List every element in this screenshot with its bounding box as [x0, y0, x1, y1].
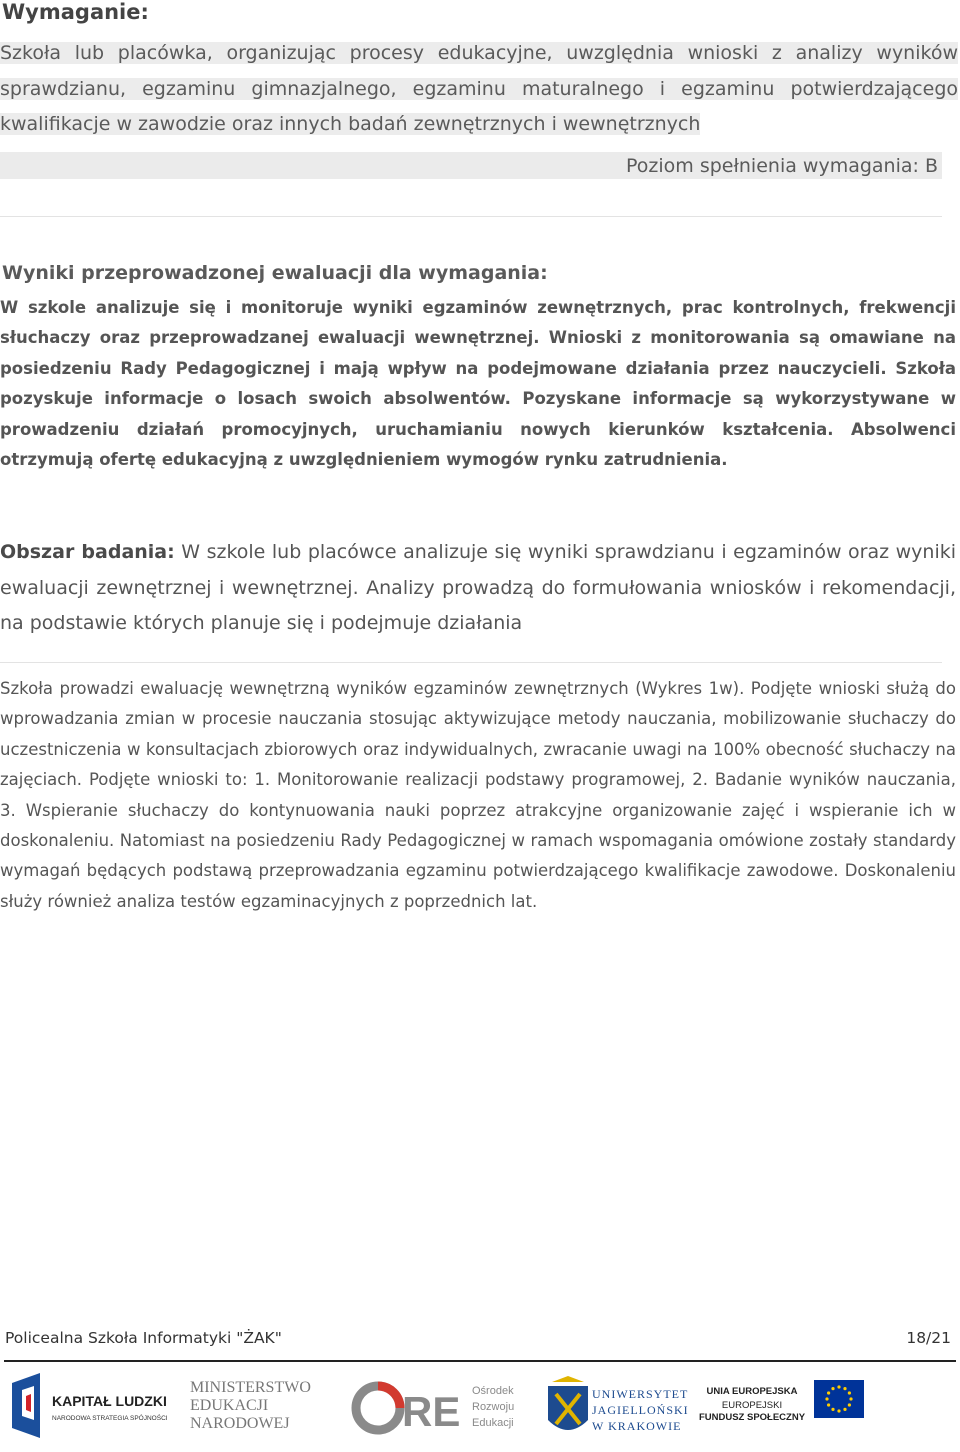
- eu-line3: FUNDUSZ SPOŁECZNY: [698, 1412, 806, 1423]
- ore-line3: Edukacji: [472, 1417, 514, 1429]
- kl-subtitle: NARODOWA STRATEGIA SPÓJNOŚCI: [52, 1415, 168, 1422]
- ore-line1: Ośrodek: [472, 1385, 514, 1397]
- eu-star-icon: [825, 1397, 828, 1400]
- footer-school: Policealna Szkoła Informatyki "ŻAK": [5, 1329, 282, 1347]
- uj-logo: [548, 1376, 689, 1433]
- divider: [0, 662, 942, 663]
- men-logo: [190, 1379, 311, 1432]
- uj-crown-icon: [552, 1376, 584, 1382]
- eu-star-icon: [848, 1391, 851, 1394]
- men-line2: EDUKACJI: [190, 1397, 269, 1414]
- ore-line2: Rozwoju: [472, 1401, 515, 1413]
- uj-line2: JAGIELLOŃSKI: [592, 1403, 689, 1417]
- uj-line1: UNIWERSYTET: [592, 1387, 689, 1401]
- ore-ring-accent: [378, 1386, 400, 1408]
- uj-line3: W KRAKOWIE: [592, 1419, 682, 1433]
- eu-star-icon: [843, 1387, 846, 1390]
- body-paragraph: Szkoła prowadzi ewaluację wewnętrzną wyników egzaminów zewnętrznych (Wykres 1w). Podjęte wnioski służą do wprowadzania zmian w procesie nauczania stosując aktywizujące metody nauczania, mobilizowanie słuchaczy do uczestniczenia w konsultacjach zbiorowych oraz indywidualnych, zwracanie uwagi na 100% obecność słuchaczy na zajęciach. Podjęte wnioski to: 1. Monitorowanie realizacji podstawy programowej, 2. Badanie wyników nauczania, 3. Wspieranie słuchaczy do kontynuowania nauki poprzez atrakcyjne organizowanie zajęć i wspieranie ich w doskonaleniu. Natomiast na posiedzeniu Rady Pedagogicznej w ramach wspomagania omówione zostały standardy wymagań będących podstawą przeprowadzania egzaminu potwierdzającego kwalifikacje zawodowe. Doskonaleniu służy również analiza testów egzaminacyjnych z poprzednich lat.: [0, 679, 956, 911]
- area-label: Obszar badania:: [0, 541, 175, 563]
- divider: [0, 216, 942, 217]
- kapital-ludzki-logo: [12, 1373, 168, 1438]
- footer-divider: [4, 1360, 956, 1362]
- logo-strip-svg: [0, 1368, 960, 1448]
- eu-star-icon: [837, 1385, 840, 1388]
- page-number: 18/21: [906, 1329, 951, 1347]
- area-text: W szkole lub placówce analizuje się wyniki sprawdzianu i egzaminów oraz wyniki ewaluacji zewnętrznej i wewnętrznej. Analizy prowadzą do formułowania wniosków i rekomendacji, na podstawie których planuje się i podejmuje działania: [0, 541, 957, 634]
- men-line1: MINISTERSTWO: [190, 1379, 311, 1396]
- eu-star-icon: [827, 1403, 830, 1406]
- section-heading: Wymaganie:: [2, 0, 149, 24]
- kl-title: KAPITAŁ LUDZKI: [52, 1393, 167, 1409]
- ore-mark: RE: [402, 1388, 461, 1435]
- eu-star-icon: [837, 1409, 840, 1412]
- logo-strip: [0, 1368, 960, 1448]
- requirement-text: [0, 36, 958, 143]
- eu-logo: [699, 1380, 864, 1423]
- eu-line1: UNIA EUROPEJSKA: [706, 1386, 798, 1397]
- eu-star-icon: [831, 1387, 834, 1390]
- area-paragraph: [0, 535, 956, 642]
- results-text: W szkole analizuje się i monitoruje wyniki egzaminów zewnętrznych, prac kontrolnych, frekwencji słuchaczy oraz przeprowadzanej ewaluacji wewnętrznej. Wnioski z monitorowania są omawiane na posiedzeniu Rady Pedagogicznej i mają wpływ na podejmowane działania przez nauczycieli. Szkoła pozyskuje informacje o losach swoich absolwentów. Pozyskane informacje są wykorzystywane w prowadzeniu działań promocyjnych, uruchamianiu nowych kierunków kształcenia. Absolwenci otrzymują ofertę edukacyjną z uwzględnieniem wymogów rynku zatrudnienia.: [0, 298, 956, 470]
- results-title: Wyniki przeprowadzonej ewaluacji dla wymagania:: [2, 262, 548, 284]
- eu-line2: EUROPEJSKI: [721, 1400, 783, 1411]
- ore-logo: [356, 1385, 514, 1435]
- eu-star-icon: [849, 1397, 852, 1400]
- kl-flag-red: [26, 1394, 31, 1412]
- eu-star-icon: [827, 1391, 830, 1394]
- level-label: Poziom spełnienia wymagania: B: [626, 155, 938, 177]
- eu-star-icon: [848, 1403, 851, 1406]
- eu-star-icon: [831, 1408, 834, 1411]
- requirement-highlight: Szkoła lub placówka, organizując procesy edukacyjne, uwzględnia wnioski z analizy wyników sprawdzianu, egzaminu gimnazjalnego, egzaminu maturalnego i egzaminu potwierdzającego kwalifikacje w zawodzie oraz innych badań zewnętrznych i wewnętrznych: [0, 42, 958, 135]
- eu-star-icon: [843, 1408, 846, 1411]
- men-line3: NARODOWEJ: [190, 1415, 290, 1432]
